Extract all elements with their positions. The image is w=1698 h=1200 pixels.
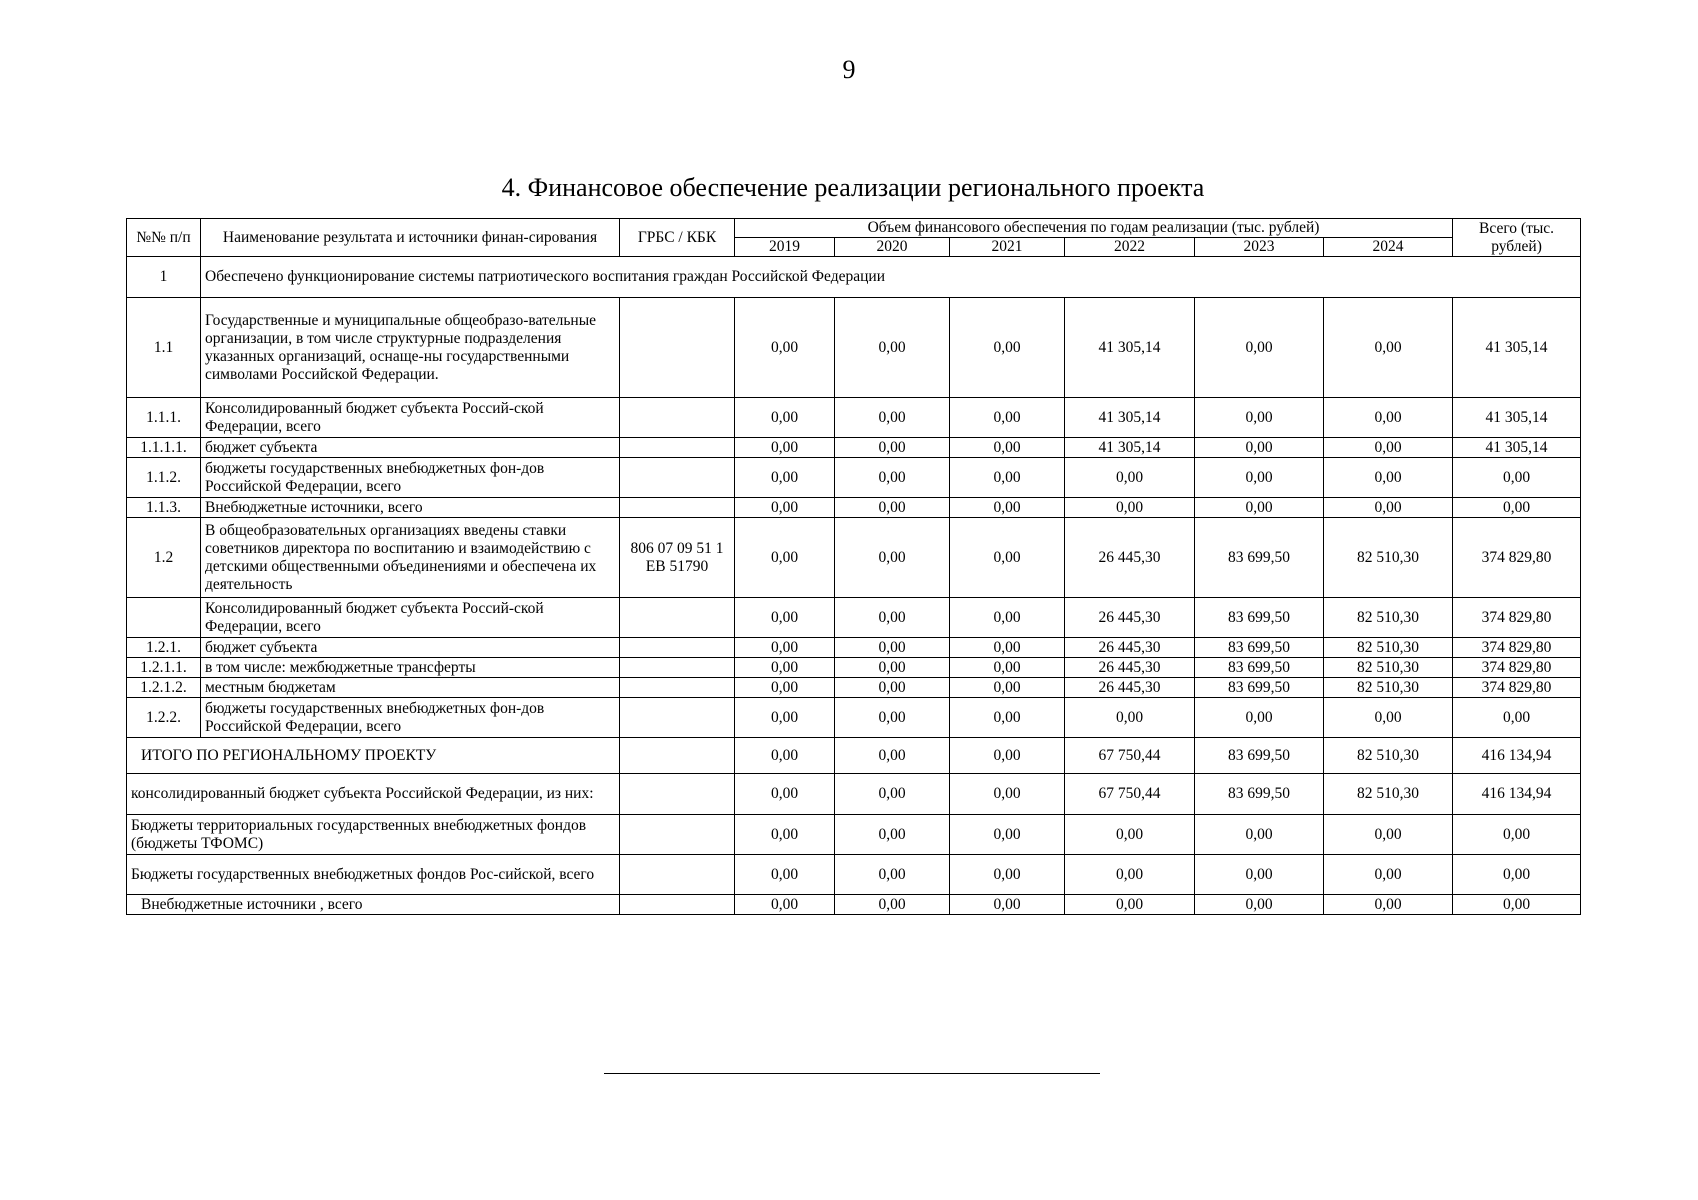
total-row xyxy=(127,815,1581,855)
total-kbk xyxy=(620,815,735,855)
total-row xyxy=(127,738,1581,774)
table-row xyxy=(127,458,1581,498)
header-year: 2021 xyxy=(950,238,1065,257)
row-value: 0,00 xyxy=(835,518,950,598)
row-value: 0,00 xyxy=(1195,398,1324,438)
header-year: 2020 xyxy=(835,238,950,257)
total-name: Внебюджетные источники , всего xyxy=(127,895,620,915)
row-value: 0,00 xyxy=(835,638,950,658)
row-value: 0,00 xyxy=(1195,498,1324,518)
row-value: 82 510,30 xyxy=(1324,638,1453,658)
total-value: 67 750,44 xyxy=(1065,738,1195,774)
total-sum: 416 134,94 xyxy=(1453,774,1581,815)
row-total: 0,00 xyxy=(1453,458,1581,498)
row-value: 82 510,30 xyxy=(1324,598,1453,638)
row-num: 1.2.1.2. xyxy=(127,678,201,698)
total-row xyxy=(127,895,1581,915)
row-value: 0,00 xyxy=(735,658,835,678)
header-num: №№ п/п xyxy=(127,219,201,257)
row-name: бюджеты государственных внебюджетных фон-дов Российской Федерации, всего xyxy=(201,458,620,498)
row-value: 0,00 xyxy=(835,438,950,458)
row-value: 0,00 xyxy=(1324,458,1453,498)
total-name: Бюджеты государственных внебюджетных фондов Рос-сийской, всего xyxy=(127,855,620,895)
row-value: 0,00 xyxy=(1324,398,1453,438)
header-grbs: ГРБС / КБК xyxy=(620,219,735,257)
row-total: 374 829,80 xyxy=(1453,678,1581,698)
row-value: 0,00 xyxy=(735,438,835,458)
row-value: 0,00 xyxy=(950,438,1065,458)
total-value: 0,00 xyxy=(950,815,1065,855)
row-value: 82 510,30 xyxy=(1324,678,1453,698)
row-num: 1.2.1. xyxy=(127,638,201,658)
row-value: 26 445,30 xyxy=(1065,638,1195,658)
row-name: бюджет субъекта xyxy=(201,438,620,458)
row-num: 1.2.2. xyxy=(127,698,201,738)
table-row xyxy=(127,398,1581,438)
header-year: 2023 xyxy=(1195,238,1324,257)
row-total: 41 305,14 xyxy=(1453,298,1581,398)
row-kbk: 806 07 09 51 1 ЕВ 51790 xyxy=(620,518,735,598)
row-kbk xyxy=(620,658,735,678)
row-total: 0,00 xyxy=(1453,698,1581,738)
row-value: 0,00 xyxy=(1195,698,1324,738)
total-value: 0,00 xyxy=(950,738,1065,774)
row-name: в том числе: межбюджетные трансферты xyxy=(201,658,620,678)
row-value: 26 445,30 xyxy=(1065,518,1195,598)
row-name: местным бюджетам xyxy=(201,678,620,698)
row-num: 1.1.1. xyxy=(127,398,201,438)
row-value: 26 445,30 xyxy=(1065,678,1195,698)
total-value: 0,00 xyxy=(835,774,950,815)
total-value: 0,00 xyxy=(950,895,1065,915)
total-row xyxy=(127,855,1581,895)
row-kbk xyxy=(620,458,735,498)
total-value: 0,00 xyxy=(950,774,1065,815)
row-value: 0,00 xyxy=(835,498,950,518)
row-total: 374 829,80 xyxy=(1453,658,1581,678)
row-value: 26 445,30 xyxy=(1065,658,1195,678)
table-row xyxy=(127,518,1581,598)
row-value: 0,00 xyxy=(1065,458,1195,498)
total-kbk xyxy=(620,774,735,815)
row-value: 83 699,50 xyxy=(1195,598,1324,638)
row-num: 1.2 xyxy=(127,518,201,598)
row-total: 0,00 xyxy=(1453,498,1581,518)
row-value: 0,00 xyxy=(950,658,1065,678)
total-value: 0,00 xyxy=(835,815,950,855)
row-num xyxy=(127,598,201,638)
row-value: 0,00 xyxy=(735,678,835,698)
row-value: 0,00 xyxy=(1324,698,1453,738)
row-value: 83 699,50 xyxy=(1195,638,1324,658)
total-value: 0,00 xyxy=(735,774,835,815)
table-header xyxy=(127,219,1581,257)
total-value: 82 510,30 xyxy=(1324,774,1453,815)
row-num: 1.1.2. xyxy=(127,458,201,498)
total-value: 0,00 xyxy=(1195,815,1324,855)
row-value: 82 510,30 xyxy=(1324,658,1453,678)
table-row xyxy=(127,678,1581,698)
row-value: 0,00 xyxy=(950,398,1065,438)
row-value: 0,00 xyxy=(835,598,950,638)
header-year: 2024 xyxy=(1324,238,1453,257)
row-value: 0,00 xyxy=(735,518,835,598)
row-num: 1.2.1.1. xyxy=(127,658,201,678)
row-total: 41 305,14 xyxy=(1453,438,1581,458)
row-value: 83 699,50 xyxy=(1195,658,1324,678)
row-value: 0,00 xyxy=(835,298,950,398)
total-value: 0,00 xyxy=(835,855,950,895)
total-sum: 0,00 xyxy=(1453,895,1581,915)
total-value: 0,00 xyxy=(1195,855,1324,895)
row-value: 0,00 xyxy=(735,498,835,518)
row-name: В общеобразовательных организациях введены ставки советников директора по воспитанию и взаимодействию с детскими общественными объединениями и обеспечена их деятельность xyxy=(201,518,620,598)
section-row xyxy=(127,257,1581,298)
row-name: бюджет субъекта xyxy=(201,638,620,658)
row-total: 41 305,14 xyxy=(1453,398,1581,438)
row-value: 0,00 xyxy=(950,518,1065,598)
row-name: Внебюджетные источники, всего xyxy=(201,498,620,518)
row-value: 0,00 xyxy=(950,458,1065,498)
row-kbk xyxy=(620,398,735,438)
total-value: 0,00 xyxy=(1065,855,1195,895)
row-value: 0,00 xyxy=(1065,498,1195,518)
table-row xyxy=(127,498,1581,518)
row-value: 0,00 xyxy=(735,598,835,638)
row-kbk xyxy=(620,678,735,698)
total-value: 82 510,30 xyxy=(1324,738,1453,774)
row-kbk xyxy=(620,598,735,638)
header-year: 2022 xyxy=(1065,238,1195,257)
row-value: 0,00 xyxy=(950,598,1065,638)
row-value: 0,00 xyxy=(1324,298,1453,398)
row-name: бюджеты государственных внебюджетных фон-дов Российской Федерации, всего xyxy=(201,698,620,738)
row-value: 0,00 xyxy=(735,298,835,398)
row-value: 0,00 xyxy=(735,698,835,738)
header-total: Всего (тыс. рублей) xyxy=(1453,219,1581,257)
total-value: 0,00 xyxy=(1065,815,1195,855)
table-row xyxy=(127,438,1581,458)
row-kbk xyxy=(620,638,735,658)
row-total: 374 829,80 xyxy=(1453,638,1581,658)
row-value: 0,00 xyxy=(835,698,950,738)
row-name: Государственные и муниципальные общеобразо-вательные организации, в том числе структурные подразделения указанных организаций, оснаще-ны государственными символами Российской Федерации. xyxy=(201,298,620,398)
row-value: 0,00 xyxy=(950,678,1065,698)
section-title: 4. Финансовое обеспечение реализации регионального проекта xyxy=(501,173,1205,202)
total-kbk xyxy=(620,738,735,774)
total-value: 0,00 xyxy=(735,738,835,774)
section-num: 1 xyxy=(127,257,201,298)
total-sum: 416 134,94 xyxy=(1453,738,1581,774)
total-value: 0,00 xyxy=(735,855,835,895)
row-value: 0,00 xyxy=(1324,438,1453,458)
row-value: 0,00 xyxy=(1195,298,1324,398)
row-value: 83 699,50 xyxy=(1195,678,1324,698)
row-value: 0,00 xyxy=(835,678,950,698)
table-row xyxy=(127,658,1581,678)
row-value: 0,00 xyxy=(950,638,1065,658)
row-kbk xyxy=(620,498,735,518)
row-value: 0,00 xyxy=(950,498,1065,518)
table-row xyxy=(127,598,1581,638)
header-name: Наименование результата и источники финан-сирования xyxy=(201,219,620,257)
table-row xyxy=(127,298,1581,398)
page-number: 9 xyxy=(842,55,856,84)
row-value: 83 699,50 xyxy=(1195,518,1324,598)
total-value: 0,00 xyxy=(1195,895,1324,915)
total-kbk xyxy=(620,855,735,895)
row-value: 41 305,14 xyxy=(1065,398,1195,438)
total-value: 0,00 xyxy=(1324,895,1453,915)
total-value: 0,00 xyxy=(735,895,835,915)
total-value: 0,00 xyxy=(835,738,950,774)
row-num: 1.1.3. xyxy=(127,498,201,518)
total-value: 0,00 xyxy=(735,815,835,855)
total-value: 67 750,44 xyxy=(1065,774,1195,815)
row-value: 82 510,30 xyxy=(1324,518,1453,598)
row-value: 0,00 xyxy=(835,458,950,498)
row-num: 1.1 xyxy=(127,298,201,398)
total-name: консолидированный бюджет субъекта Российской Федерации, из них: xyxy=(127,774,620,815)
header-year: 2019 xyxy=(735,238,835,257)
row-total: 374 829,80 xyxy=(1453,518,1581,598)
total-value: 0,00 xyxy=(950,855,1065,895)
row-value: 41 305,14 xyxy=(1065,438,1195,458)
table-body xyxy=(127,257,1581,915)
total-kbk xyxy=(620,895,735,915)
separator-line xyxy=(604,1073,1100,1074)
row-value: 0,00 xyxy=(1195,438,1324,458)
row-kbk xyxy=(620,298,735,398)
total-value: 83 699,50 xyxy=(1195,738,1324,774)
row-value: 0,00 xyxy=(950,698,1065,738)
total-name: Бюджеты территориальных государственных внебюджетных фондов (бюджеты ТФОМС) xyxy=(127,815,620,855)
total-name: ИТОГО ПО РЕГИОНАЛЬНОМУ ПРОЕКТУ xyxy=(127,738,620,774)
row-value: 0,00 xyxy=(735,638,835,658)
total-row xyxy=(127,774,1581,815)
row-value: 0,00 xyxy=(1065,698,1195,738)
table-row xyxy=(127,698,1581,738)
header-volume: Объем финансового обеспечения по годам реализации (тыс. рублей) xyxy=(735,219,1453,238)
total-sum: 0,00 xyxy=(1453,815,1581,855)
row-value: 0,00 xyxy=(735,458,835,498)
row-value: 0,00 xyxy=(1324,498,1453,518)
total-value: 0,00 xyxy=(1065,895,1195,915)
total-sum: 0,00 xyxy=(1453,855,1581,895)
total-value: 0,00 xyxy=(835,895,950,915)
row-value: 0,00 xyxy=(835,398,950,438)
row-num: 1.1.1.1. xyxy=(127,438,201,458)
total-value: 0,00 xyxy=(1324,815,1453,855)
row-kbk xyxy=(620,438,735,458)
row-name: Консолидированный бюджет субъекта Россий-ской Федерации, всего xyxy=(201,598,620,638)
total-value: 0,00 xyxy=(1324,855,1453,895)
total-value: 83 699,50 xyxy=(1195,774,1324,815)
financing-table xyxy=(126,218,1581,915)
row-value: 0,00 xyxy=(950,298,1065,398)
row-value: 26 445,30 xyxy=(1065,598,1195,638)
row-name: Консолидированный бюджет субъекта Россий-ской Федерации, всего xyxy=(201,398,620,438)
row-kbk xyxy=(620,698,735,738)
row-total: 374 829,80 xyxy=(1453,598,1581,638)
row-value: 0,00 xyxy=(735,398,835,438)
table-row xyxy=(127,638,1581,658)
section-text: Обеспечено функционирование системы патриотического воспитания граждан Российской Федерации xyxy=(201,257,1581,298)
row-value: 41 305,14 xyxy=(1065,298,1195,398)
row-value: 0,00 xyxy=(1195,458,1324,498)
row-value: 0,00 xyxy=(835,658,950,678)
